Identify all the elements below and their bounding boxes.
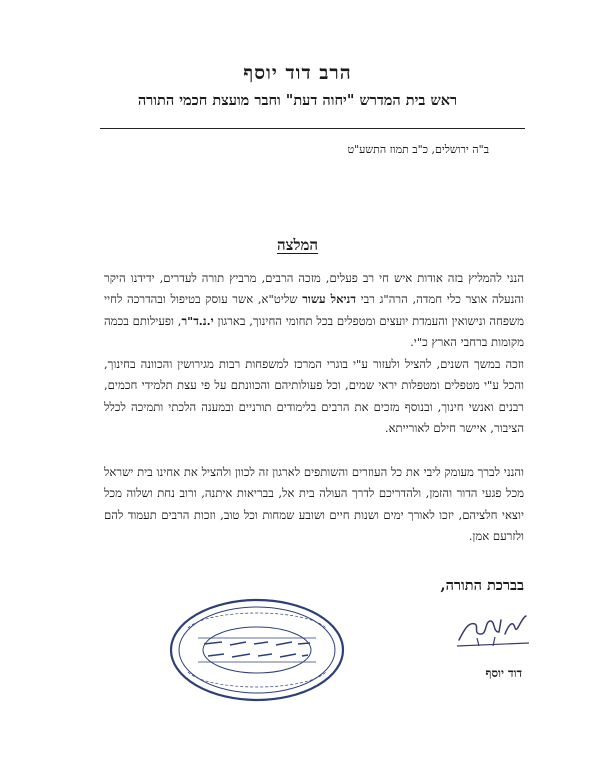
honoree-name: דניאל עשור [302, 292, 356, 307]
paragraph-2: וזכה במשך השנים, להציל ולעזור ע"י בוגרי המרכז למשפחות רבות מגירושין והכוונה בחינוך, והכל ע"י מטפלים ומטפלות יראי שמים, וכל פעולותיהם והכוונתם על פי עצת תלמידי חכמים, רבנים ואנשי חינוך, ובנוסף מזכים את הרבים בלימודים תורניים ובמענה הלכתי ותמיכה לכלל הציבור, איישר חילם לאורייתא. [104, 357, 524, 436]
paragraph-1-part-a: הנני להמליץ בזה אודות איש חי רב פעלים, מזכה הרבים, מרביץ תורה לעדרים, ידידנו היקר והנעלה אוצר כלי חמדה, הרה"ג רבי [104, 271, 525, 307]
signer-name: דוד יוסף [485, 666, 522, 680]
paragraph-1-part-b: שליט"א, אשר עוסק בטיפול ובהדרכה לחיי משפחה ונישואין והעמדת יועצים ומטפלים בכל תחומי החינוך, בארגון [104, 292, 524, 328]
letterhead-divider [100, 128, 525, 129]
organization-name: י.נ.ד"ר [181, 313, 214, 328]
rabbinical-stamp [168, 598, 346, 702]
closing-blessing: בברכת התורה, [440, 577, 524, 594]
letterhead-subtitle: ראש בית המדרש "יחוה דעת" וחבר מועצת חכמי התורה [137, 92, 458, 109]
paragraph-1-part-c: , ופעילותם בכמה מקומות ברחבי הארץ כ"י. [104, 313, 524, 350]
handwritten-signature [455, 610, 530, 650]
paragraph-1 [104, 268, 524, 354]
paragraph-3: והנני לברך מעומק ליבי את כל העוזרים והשותפים לארגון זה לכוון ולהציל את אחינו בית ישראל מכל פגעי הדור והזמן, ולהדריכם לדרך העולה בית אל, בבריאות איתנה, ורוב נחת ושלוה מכל יוצאי חלציהם, יזכו לאורך ימים ושנות חיים ושובע שמחות וכל טוב, וזכות הרבים תעמוד להם ולזרעם אמן. [104, 465, 524, 544]
letterhead-name: הרב דוד יוסף [243, 62, 352, 84]
letter-date: ב"ה ירושלים, כ"ב תמוז התשע"ט [347, 143, 489, 156]
letter-heading: המלצה [276, 236, 319, 254]
